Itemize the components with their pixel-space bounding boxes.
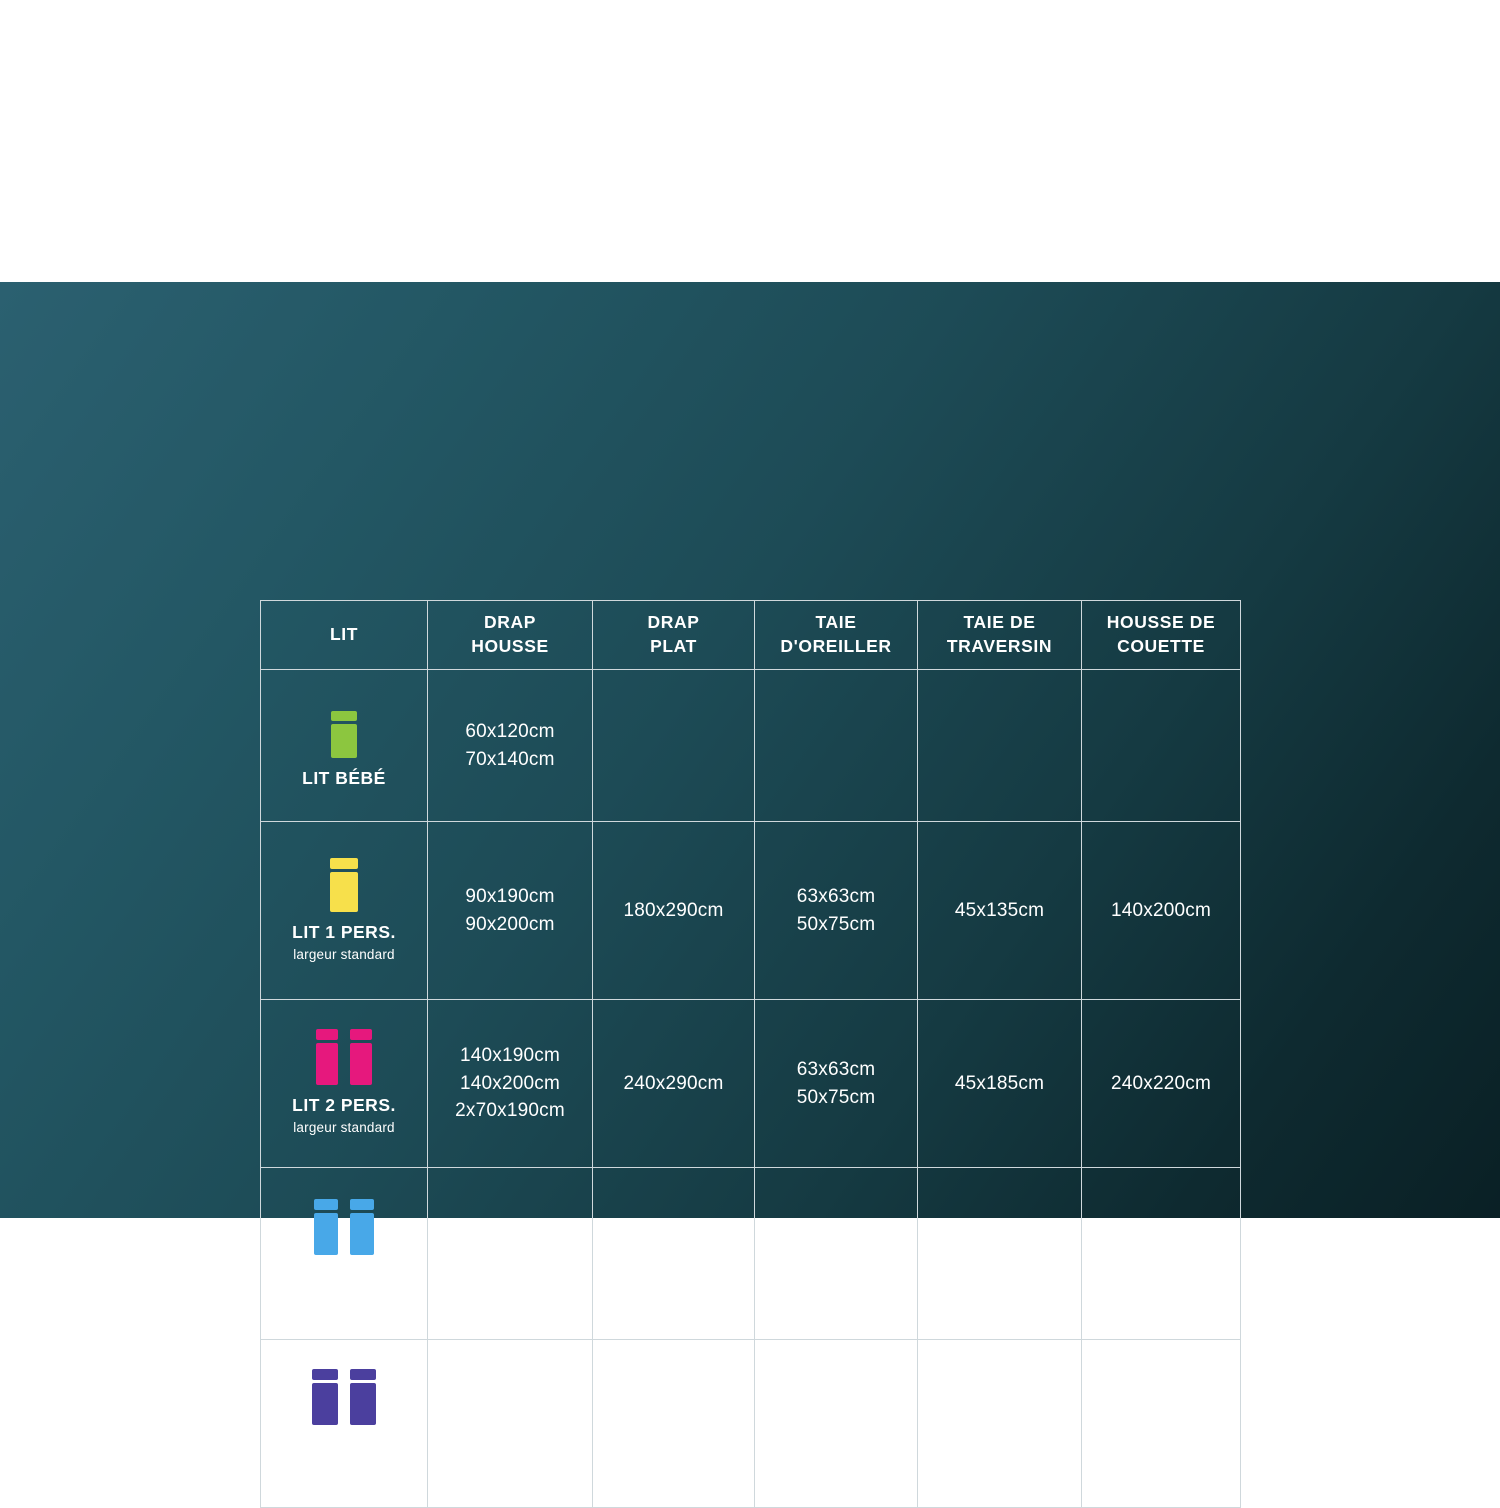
mattress-pillow-glyph [330,858,358,912]
mattress-pillow-glyph [350,1199,374,1255]
pillow-icon [331,711,357,721]
size-value: 260x240cm [1110,1412,1212,1434]
pillow-icon [314,1199,338,1210]
cell-drap-plat [593,822,755,1000]
size-value: 45x185cm [954,1228,1045,1250]
pillow-icon [316,1029,338,1040]
column-header-lit-line1: LIT [329,624,359,645]
mattress-pillow-glyph [350,1029,372,1085]
bed-type-label: LIT BÉBÉ [302,768,386,788]
bed-size-table [260,600,1241,1508]
column-header-taie-oreiller [755,601,918,670]
cell-drap-housse [428,670,593,822]
size-value: 180x200cm [459,1398,561,1420]
mattress-pillow-glyph [350,1369,376,1425]
bed-icon [261,1369,427,1425]
mattress-pillow-glyph [316,1029,338,1085]
cell-drap-housse [428,1168,593,1340]
pillow-icon [350,1199,374,1210]
column-header-drap-housse-line1: DRAP [484,612,536,633]
size-value: 50x75cm [796,1256,876,1278]
pillow-icon [312,1369,338,1380]
cell-taie-oreiller [755,1168,918,1340]
size-value: 160x200cm [459,1228,561,1250]
column-header-taie-traversin-line1: TAIE DE [963,612,1036,633]
cell-taie-traversin [918,1000,1082,1168]
bed-type-label: LIT 1 PERS. [292,922,396,943]
size-value: 45x205cm [954,1412,1045,1434]
size-value: 2x70x190cm [455,1100,565,1122]
mattress-icon [350,1043,372,1085]
column-header-housse-couette-line2: COUETTE [1117,636,1205,656]
pillow-icon [330,858,358,869]
size-value: 45x135cm [954,899,1045,921]
size-value: 260x300cm [623,1242,724,1264]
mattress-icon [314,1213,338,1255]
table-body [261,670,1241,1508]
column-header-lit [261,601,428,670]
size-value: 70x140cm [465,748,555,770]
size-value: 90x190cm [465,885,555,907]
size-value: 180x290cm [623,899,724,921]
mattress-pillow-glyph [331,711,357,758]
size-value: 63x63cm [796,1228,876,1250]
column-header-taie-traversin-line2: TRAVERSIN [946,636,1053,656]
mattress-icon [316,1043,338,1085]
table-row [261,822,1241,1000]
bed-type-cell [261,1340,428,1508]
bed-icon [261,856,427,912]
dark-panel-background [0,282,1500,1476]
mattress-pillow-glyph [312,1369,338,1425]
bed-type-sublabel: largeur standard [293,947,395,963]
mattress-icon [350,1213,374,1255]
column-header-housse-couette-line1: HOUSSE DE [1106,612,1216,633]
size-value: 140x200cm [459,1072,561,1094]
table-header [261,601,1241,670]
cell-taie-traversin [918,670,1082,822]
cell-taie-oreiller [755,1000,918,1168]
bed-type-label: LIT 2 PERS. [292,1435,396,1456]
size-value: 63x63cm [796,1058,876,1080]
size-value: 50x75cm [796,913,876,935]
cell-drap-plat [593,1340,755,1508]
cell-drap-plat [593,1000,755,1168]
cell-drap-plat [593,1168,755,1340]
bed-type-sublabel: largeur standard [293,1120,395,1136]
size-value: 63x63cm [796,885,876,907]
size-value: 60x120cm [465,720,555,742]
cell-housse-couette [1082,1168,1241,1340]
size-value: 50x75cm [796,1426,876,1448]
bed-size-table-wrapper [260,600,1240,1476]
column-header-drap-plat-line2: PLAT [650,636,697,656]
column-header-taie-oreiller-line1: TAIE [815,612,857,633]
column-header-drap-housse-line2: HOUSSE [471,636,549,656]
size-value: 200x200cm [459,1426,561,1448]
size-value: 140x190cm [459,1045,561,1067]
bed-type-label: LIT 2 PERS. [292,1095,396,1116]
size-value: 45x185cm [954,1072,1045,1094]
bed-type-sublabel: grande largeur [298,1290,390,1306]
table-row [261,1168,1241,1340]
cell-housse-couette [1082,1340,1241,1508]
cell-taie-oreiller [755,670,918,822]
table-row [261,1000,1241,1168]
column-header-taie-traversin [918,601,1082,670]
mattress-icon [312,1383,338,1425]
pillow-icon [350,1369,376,1380]
cell-housse-couette [1082,822,1241,1000]
bed-type-cell [261,1000,428,1168]
pillow-icon [350,1029,372,1040]
table-header-row [261,601,1241,670]
bed-icon [261,702,427,758]
table-row [261,670,1241,822]
size-value: 45x205cm [954,1256,1045,1278]
cell-drap-plat [593,670,755,822]
cell-drap-housse [428,1340,593,1508]
mattress-pillow-glyph [314,1199,338,1255]
cell-taie-oreiller [755,822,918,1000]
column-header-taie-oreiller-line2: D'OREILLER [780,636,892,656]
cell-taie-oreiller [755,1340,918,1508]
mattress-icon [350,1383,376,1425]
bed-icon [261,1029,427,1085]
size-value: 2x80x200cm [455,1256,565,1278]
bed-type-cell [261,1168,428,1340]
size-value: 240x220cm [1110,1072,1212,1094]
cell-housse-couette [1082,670,1241,822]
bed-icon [261,1199,427,1255]
cell-taie-traversin [918,1168,1082,1340]
cell-housse-couette [1082,1000,1241,1168]
bed-type-label: LIT 2 PERS. [292,1265,396,1286]
bed-type-sublabel: extra large [311,1460,377,1476]
size-value: 50x75cm [796,1086,876,1108]
mattress-icon [331,724,357,758]
bed-type-cell [261,822,428,1000]
cell-drap-housse [428,1000,593,1168]
size-value: 140x200cm [1110,899,1212,921]
size-value: 260x300cm [623,1412,724,1434]
size-value: 240x290cm [623,1072,724,1094]
cell-drap-housse [428,822,593,1000]
table-row [261,1340,1241,1508]
column-header-drap-plat [593,601,755,670]
cell-taie-traversin [918,822,1082,1000]
size-value: 260x240cm [1110,1242,1212,1264]
bed-type-cell [261,670,428,822]
column-header-housse-couette [1082,601,1241,670]
column-header-drap-housse [428,601,593,670]
size-value: 90x200cm [465,913,555,935]
cell-taie-traversin [918,1340,1082,1508]
size-value: 63x63cm [796,1398,876,1420]
mattress-icon [330,872,358,912]
column-header-drap-plat-line1: DRAP [647,612,700,633]
